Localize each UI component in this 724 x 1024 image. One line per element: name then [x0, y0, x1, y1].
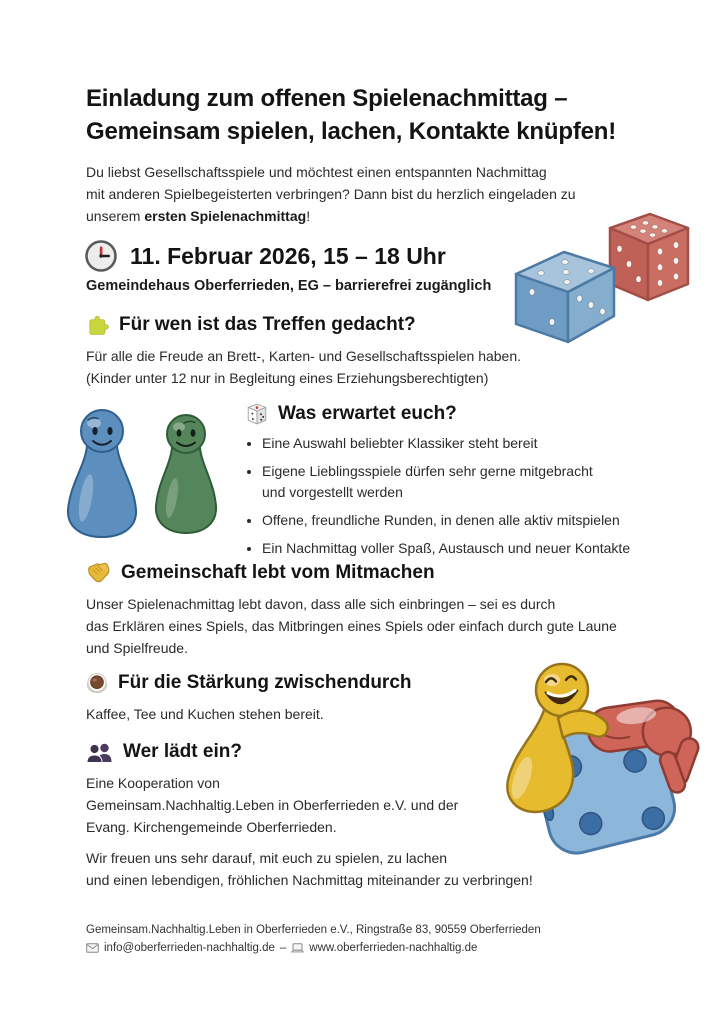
two-people-icon	[86, 742, 113, 763]
puzzle-piece-icon	[86, 315, 109, 336]
blue-pawn	[68, 410, 136, 537]
pawns-on-die-illustration	[470, 648, 705, 858]
section-expect	[246, 403, 670, 566]
two-pawns-illustration	[58, 398, 233, 548]
closing-paragraph: Wir freuen uns sehr darauf, mit euch zu spielen, zu lachen und einen lebendigen, fröhlichen Nachmittag miteinander zu verbringen!	[86, 850, 533, 888]
handshake-icon	[86, 562, 111, 584]
section-expect-heading: Was erwartet euch?	[278, 403, 457, 424]
clock-icon	[84, 239, 118, 273]
footer-contact-line	[86, 940, 541, 956]
intro-text: Du liebst Gesellschaftsspiele und möchtest einen entspannten Nachmittag mit anderen Spielbegeisterten verbringen? Dann bist du herzlich eingeladen zu unserem	[86, 164, 576, 224]
section-host-heading: Wer lädt ein?	[123, 741, 242, 762]
footer-website: www.oberferrieden-nachhaltig.de	[309, 942, 478, 954]
red-die	[610, 214, 688, 300]
section-who	[86, 314, 521, 389]
section-refreshments-heading: Für die Stärkung zwischendurch	[118, 672, 412, 693]
bullet-item: • Offene, freundliche Runden, in denen alle aktiv mitspielen	[262, 510, 670, 531]
event-location: Gemeindehaus Oberferrieden, EG – barrierefrei zugänglich	[86, 278, 492, 294]
page-title	[86, 82, 616, 148]
section-refreshments-text: Kaffee, Tee und Kuchen stehen bereit.	[86, 706, 324, 722]
laptop-icon	[291, 943, 304, 953]
green-pawn	[156, 415, 216, 533]
section-who-heading: Für wen ist das Treffen gedacht?	[119, 314, 416, 335]
section-who-text: Für alle die Freude an Brett-, Karten- und Gesellschaftsspielen haben. (Kinder unter 12 nur in Begleitung eines Erziehungsberechtigten)	[86, 348, 522, 386]
bullet-item: • Eine Auswahl beliebter Klassiker steht bereit	[262, 433, 670, 454]
event-date-row	[84, 239, 446, 273]
intro-text-end: !	[306, 208, 311, 224]
envelope-icon	[86, 943, 99, 953]
section-community	[86, 562, 617, 659]
title-line-1: Einladung zum offenen Spielenachmittag –	[86, 85, 568, 112]
expect-bullet-list	[246, 433, 670, 566]
footer-email: info@oberferrieden-nachhaltig.de	[104, 942, 275, 954]
footer	[86, 922, 541, 956]
bullet-item: • Eigene Lieblingsspiele dürfen sehr gerne mitgebracht und vorgestellt werden	[262, 461, 670, 503]
blue-die	[516, 252, 614, 342]
game-die-icon	[246, 403, 268, 425]
section-community-text: Unser Spielenachmittag lebt davon, dass alle sich einbringen – sei es durch das Erklären eines Spiels, das Mitbringen eines Spiels oder einfach durch gute Laune und Spielfreude.	[86, 596, 617, 656]
footer-address: Gemeinsam.Nachhaltig.Leben in Oberferrieden e.V., Ringstraße 83, 90559 Oberferrieden	[86, 924, 541, 936]
bullet-item: • Ein Nachmittag voller Spaß, Austausch und neuer Kontakte	[262, 538, 670, 559]
coffee-cup-icon	[86, 672, 108, 694]
section-host-text: Eine Kooperation von Gemeinsam.Nachhaltig.Leben in Oberferrieden e.V. und der Evang. Kirchengemeinde Oberferrieden.	[86, 775, 459, 835]
footer-separator: –	[279, 942, 287, 954]
two-dice-illustration	[498, 202, 708, 344]
title-line-2: Gemeinsam spielen, lachen, Kontakte knüpfen!	[86, 118, 617, 145]
section-community-heading: Gemeinschaft lebt vom Mitmachen	[121, 562, 435, 583]
event-date: 11. Februar 2026, 15 – 18 Uhr	[130, 242, 446, 269]
section-refreshments	[86, 672, 412, 725]
section-host	[86, 741, 458, 838]
intro-bold-text: ersten Spielenachmittag	[144, 208, 307, 224]
